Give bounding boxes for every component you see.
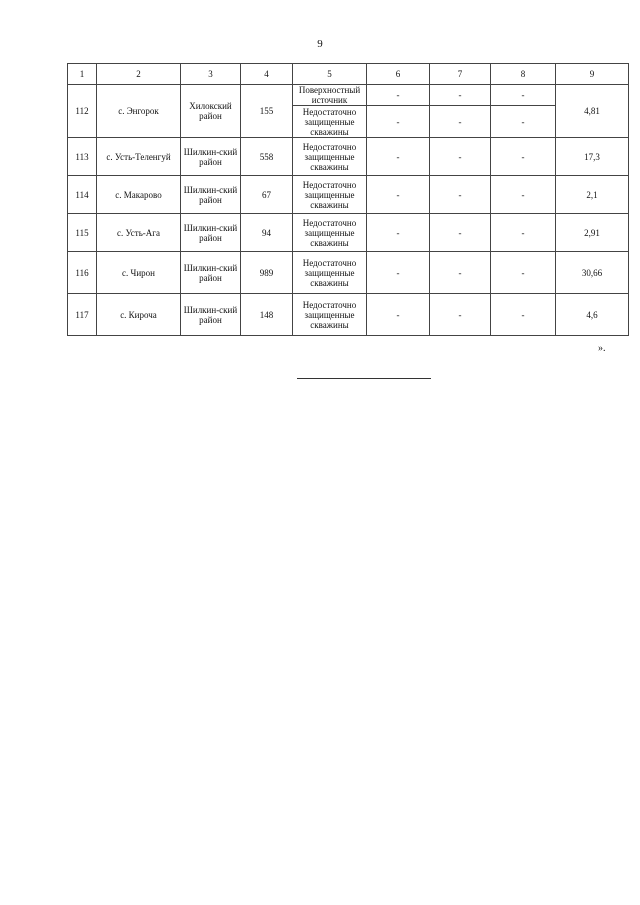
col7-cell: - <box>430 252 491 294</box>
table-row <box>68 214 629 252</box>
col8-cell: - <box>491 252 556 294</box>
district-cell: Шилкин-ский район <box>181 294 241 336</box>
col6-cell: - <box>367 294 430 336</box>
table-row <box>68 252 629 294</box>
table-row <box>68 85 629 106</box>
population-cell: 148 <box>241 294 293 336</box>
column-header: 9 <box>556 64 629 85</box>
source-type-cell: Недостаточно защищенные скважины <box>293 252 367 294</box>
page-number: 9 <box>317 38 323 50</box>
value-cell: 2,91 <box>556 214 629 252</box>
col6-cell: - <box>367 176 430 214</box>
source-type-cell: Недостаточно защищенные скважины <box>293 294 367 336</box>
district-cell: Шилкин-ский район <box>181 176 241 214</box>
column-header: 7 <box>430 64 491 85</box>
table-row <box>68 294 629 336</box>
source-type-cell: Недостаточно защищенные скважины <box>293 176 367 214</box>
row-number: 116 <box>68 252 97 294</box>
source-type-cell: Поверхностный источник <box>293 85 367 106</box>
value-cell: 4,81 <box>556 85 629 138</box>
column-header: 8 <box>491 64 556 85</box>
col8-cell: - <box>491 214 556 252</box>
value-cell: 4,6 <box>556 294 629 336</box>
table-row <box>68 176 629 214</box>
table-header-row <box>68 64 629 85</box>
settlement-cell: с. Чирон <box>97 252 181 294</box>
source-type-cell: Недостаточно защищенные скважины <box>293 106 367 138</box>
settlement-cell: с. Макарово <box>97 176 181 214</box>
col8-cell: - <box>491 138 556 176</box>
row-number: 112 <box>68 85 97 138</box>
row-number: 113 <box>68 138 97 176</box>
col8-cell: - <box>491 294 556 336</box>
population-cell: 94 <box>241 214 293 252</box>
value-cell: 17,3 <box>556 138 629 176</box>
col6-cell: - <box>367 85 430 106</box>
district-cell: Хилокский район <box>181 85 241 138</box>
col8-cell: - <box>491 176 556 214</box>
district-cell: Шилкин-ский район <box>181 138 241 176</box>
col8-cell: - <box>491 85 556 106</box>
col6-cell: - <box>367 214 430 252</box>
col7-cell: - <box>430 85 491 106</box>
separator-rule <box>297 378 431 379</box>
column-header: 5 <box>293 64 367 85</box>
column-header: 6 <box>367 64 430 85</box>
source-type-cell: Недостаточно защищенные скважины <box>293 214 367 252</box>
population-cell: 989 <box>241 252 293 294</box>
col7-cell: - <box>430 214 491 252</box>
col7-cell: - <box>430 138 491 176</box>
column-header: 1 <box>68 64 97 85</box>
population-cell: 558 <box>241 138 293 176</box>
column-header: 3 <box>181 64 241 85</box>
col8-cell: - <box>491 106 556 138</box>
col7-cell: - <box>430 106 491 138</box>
population-cell: 155 <box>241 85 293 138</box>
settlement-cell: с. Кироча <box>97 294 181 336</box>
row-number: 115 <box>68 214 97 252</box>
settlement-cell: с. Энгорок <box>97 85 181 138</box>
district-cell: Шилкин-ский район <box>181 252 241 294</box>
district-cell: Шилкин-ский район <box>181 214 241 252</box>
settlement-cell: с. Усть-Ага <box>97 214 181 252</box>
col6-cell: - <box>367 106 430 138</box>
value-cell: 2,1 <box>556 176 629 214</box>
data-table <box>67 63 629 336</box>
column-header: 2 <box>97 64 181 85</box>
row-number: 117 <box>68 294 97 336</box>
col6-cell: - <box>367 138 430 176</box>
column-header: 4 <box>241 64 293 85</box>
source-type-cell: Недостаточно защищенные скважины <box>293 138 367 176</box>
settlement-cell: с. Усть-Теленгуй <box>97 138 181 176</box>
value-cell: 30,66 <box>556 252 629 294</box>
table-row <box>68 138 629 176</box>
population-cell: 67 <box>241 176 293 214</box>
col7-cell: - <box>430 294 491 336</box>
row-number: 114 <box>68 176 97 214</box>
col7-cell: - <box>430 176 491 214</box>
closing-quote: ». <box>598 343 606 354</box>
col6-cell: - <box>367 252 430 294</box>
